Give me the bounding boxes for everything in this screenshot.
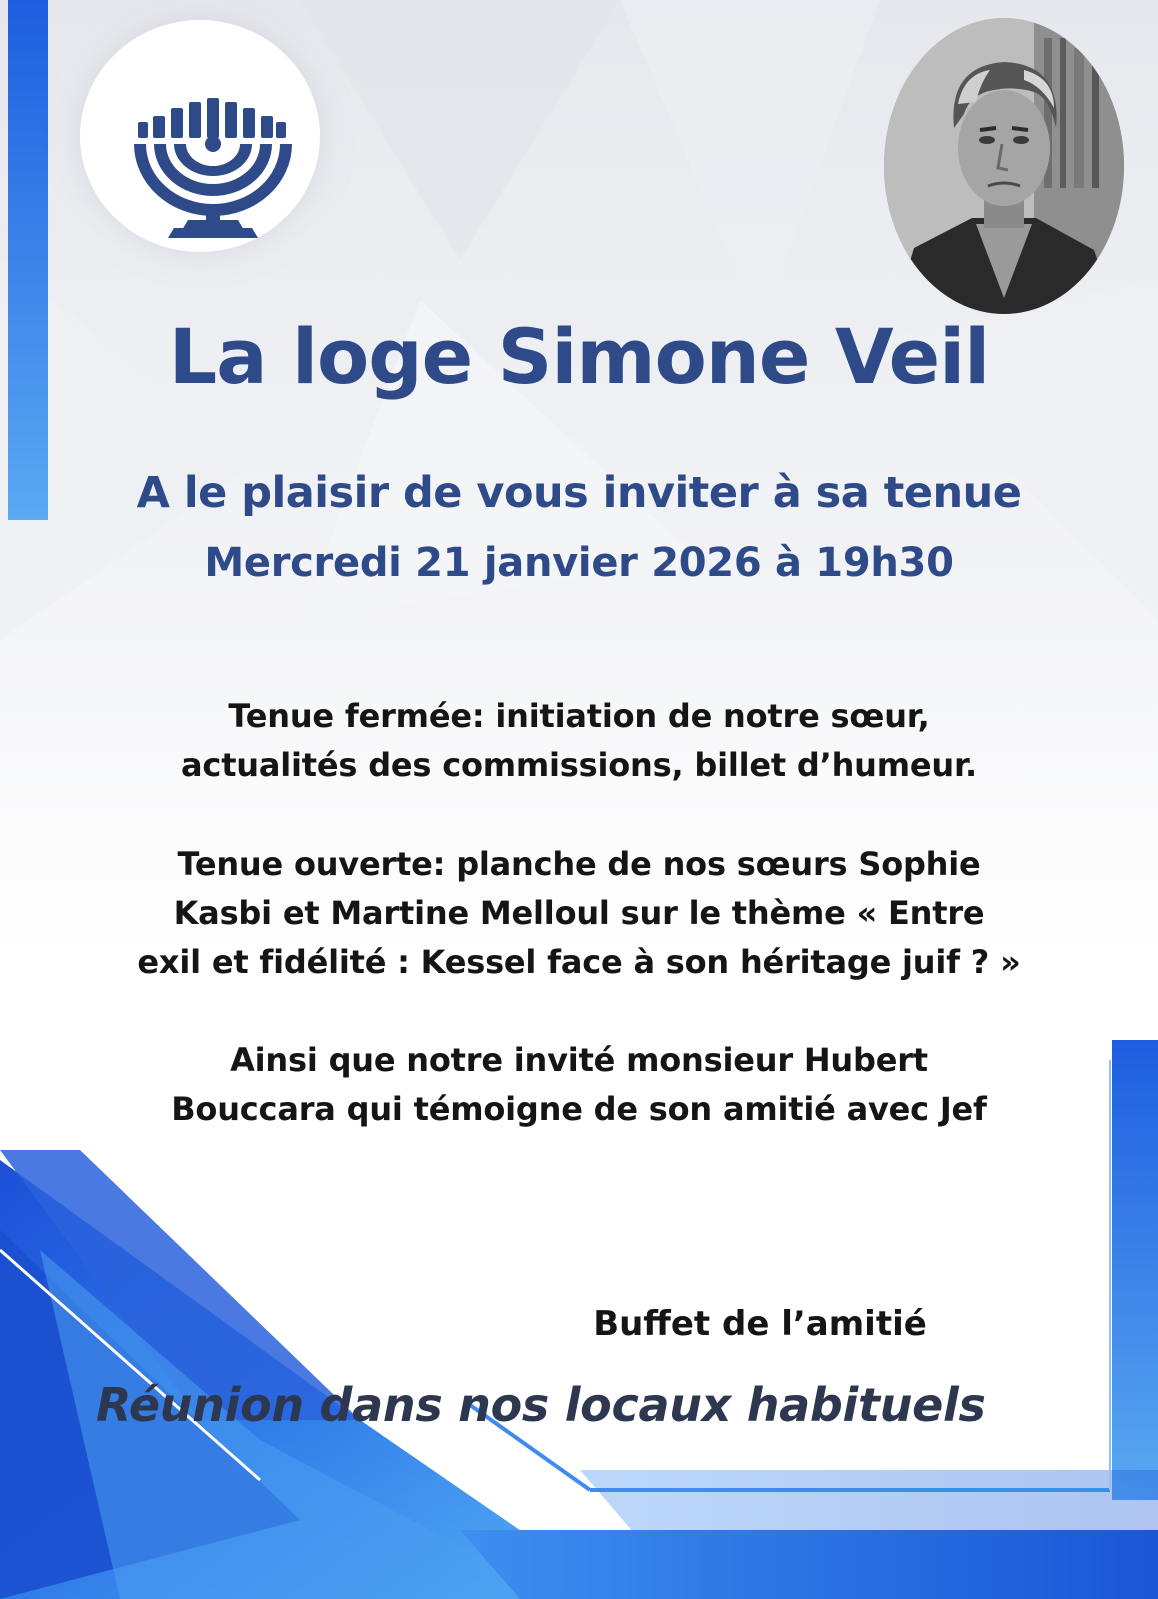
open-session-line: Kasbi et Martine Melloul sur le thème « Entre bbox=[173, 894, 985, 932]
closed-session-line: actualités des commissions, billet d’humeur. bbox=[181, 746, 977, 784]
lodge-logo bbox=[80, 20, 320, 252]
open-session-line: Tenue ouverte: planche de nos sœurs Sophie bbox=[177, 845, 981, 883]
buffet-note: Buffet de l’amitié bbox=[593, 1304, 927, 1344]
open-session-line: exil et fidélité : Kessel face à son héritage juif ? » bbox=[137, 943, 1021, 981]
closed-session-line: Tenue fermée: initiation de notre sœur, bbox=[228, 697, 930, 735]
page-title: La loge Simone Veil bbox=[168, 312, 990, 401]
invitation-subtitle: A le plaisir de vous inviter à sa tenue bbox=[136, 468, 1022, 518]
guest-line: Ainsi que notre invité monsieur Hubert bbox=[230, 1041, 928, 1079]
portrait-photo bbox=[884, 18, 1124, 314]
closed-session-paragraph bbox=[60, 692, 1098, 790]
guest-paragraph bbox=[60, 1036, 1098, 1134]
portrait-illustration bbox=[884, 18, 1124, 314]
open-session-paragraph bbox=[60, 840, 1098, 987]
guest-line: Bouccara qui témoigne de son amitié avec Jef bbox=[171, 1090, 987, 1128]
meeting-location: Réunion dans nos locaux habituels bbox=[96, 1378, 986, 1432]
menorah-icon bbox=[80, 20, 320, 252]
event-date: Mercredi 21 janvier 2026 à 19h30 bbox=[204, 540, 954, 586]
